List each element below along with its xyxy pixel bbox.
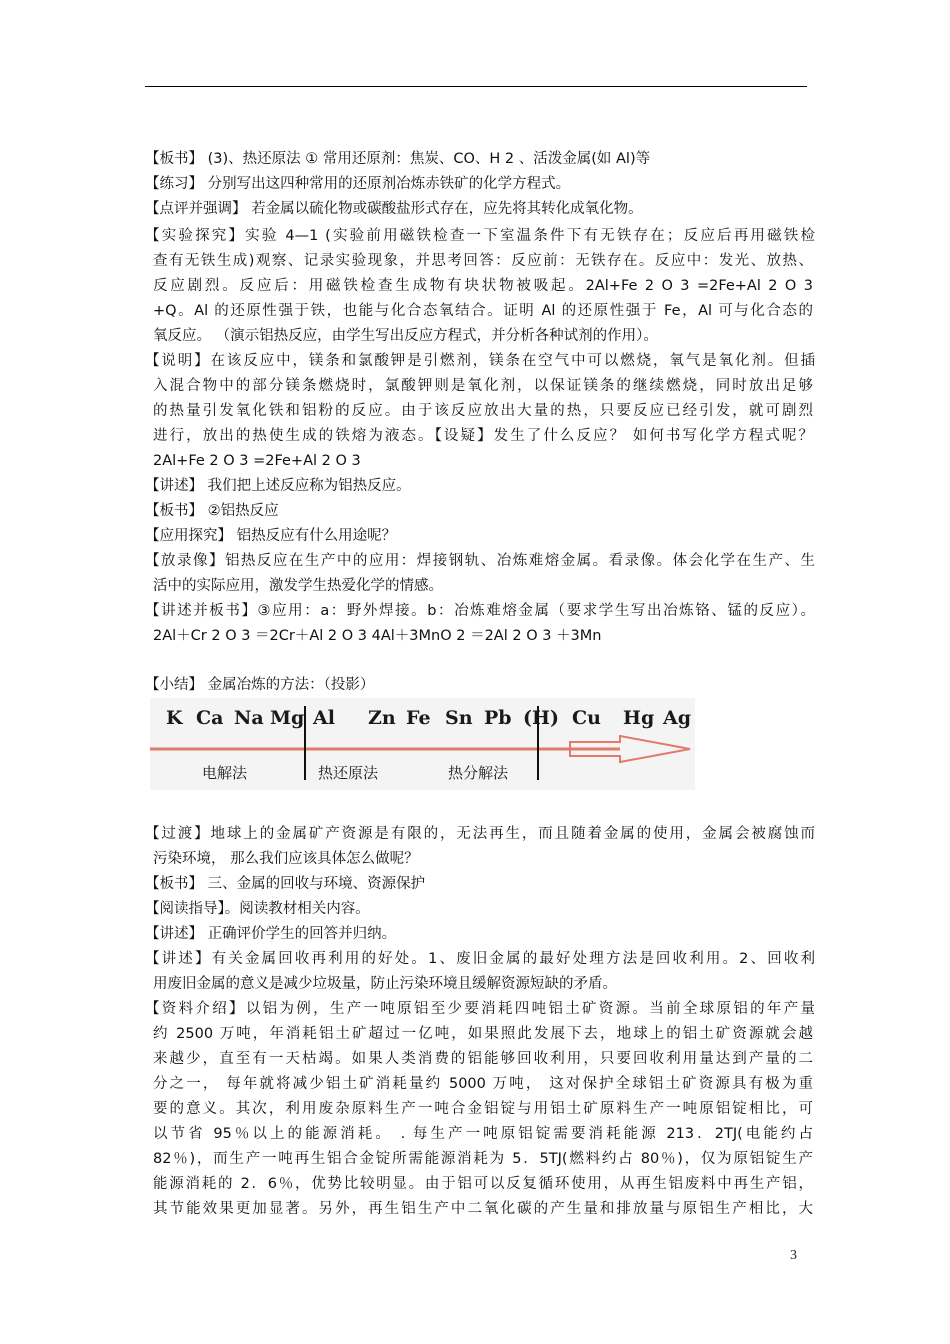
text-line: 来越少，直至有一天枯竭。如果人类消费的铝能够回收利用，只要回收利用量达到产量的二	[153, 1051, 813, 1067]
text-line: 【放录像】铝热反应在生产中的应用：焊接钢轨、冶炼难熔金属。看录像。体会化学在生产、生	[145, 553, 815, 569]
metal-symbol: Sn	[445, 707, 473, 729]
text-line: 进行，放出的热使生成的铁熔为液态。【设疑】发生了什么反应？ 如何书写化学方程式呢？	[153, 428, 813, 444]
text-line: 【讲述】有关金属回收再利用的好处。1、废旧金属的最好处理方法是回收利用。2、回收利	[145, 951, 815, 967]
method-label: 热分解法	[448, 764, 509, 782]
metal-symbol: K	[166, 707, 183, 729]
metal-symbol: Pb	[484, 707, 512, 729]
text-line: 约 2500 万吨，年消耗铝土矿超过一亿吨，如果照此发展下去，地球上的铝土矿资源就会越	[153, 1026, 813, 1042]
metal-symbol: Cu	[572, 707, 601, 729]
text-line: 【实验探究】实验 4—1 (实验前用磁铁检查一下室温条件下有无铁存在；反应后再用磁铁检	[145, 228, 815, 244]
text-line: 【应用探究】 铝热反应有什么用途呢？	[145, 528, 397, 544]
text-line: 【板书】 ②铝热反应	[145, 503, 279, 519]
text-line: 污染环境， 那么我们应该具体怎么做呢？	[153, 851, 419, 867]
metal-symbol: Hg	[623, 707, 655, 729]
text-line: 以节省 95％以上的能源消耗。 . 每生产一吨原铝锭需要消耗能源 213．2TJ(电能约占	[153, 1126, 813, 1142]
metal-symbol: Ca	[196, 707, 224, 729]
text-line: 【点评并强调】 若金属以硫化物或碳酸盐形式存在，应先将其转化成氧化物。	[145, 201, 643, 217]
text-line: 能源消耗的 2．6％，优势比较明显。由于铝可以反复循环使用，从再生铝废料中再生产铝，	[153, 1176, 813, 1192]
text-line: 2Al+Fe 2 O 3 =2Fe+Al 2 O 3	[153, 453, 361, 469]
text-line: 活中的实际应用，激发学生热爱化学的情感。	[153, 578, 443, 594]
text-line: 的热量引发氧化铁和铝粉的反应。由于该反应放出大量的热，只要反应已经引发，就可剧烈	[153, 403, 813, 419]
text-line: +Q。Al 的还原性强于铁，也能与化合态氧结合。证明 Al 的还原性强于 Fe，Al 可与化合态的	[153, 303, 813, 319]
text-line: 用废旧金属的意义是减少垃圾量，防止污染环境且缓解资源短缺的矛盾。	[153, 976, 617, 992]
metal-symbol: Mg	[270, 707, 305, 729]
page-number: 3	[790, 1248, 797, 1263]
text-line: 【讲述】 正确评价学生的回答并归纳。	[145, 926, 397, 942]
text-line: 【板书】 三、金属的回收与环境、资源保护	[145, 876, 426, 892]
text-line: 【资料介绍】以铝为例，生产一吨原铝至少要消耗四吨铝土矿资源。当前全球原铝的年产量	[145, 1001, 815, 1017]
text-line: 【小结】 金属冶炼的方法：（投影）	[145, 677, 375, 693]
method-label: 热还原法	[318, 764, 379, 782]
text-line: 反应剧烈。反应后：用磁铁检查生成物有块状物被吸起。2Al+Fe 2 O 3 =2Fe+Al 2 O 3	[153, 278, 813, 294]
text-line: 【讲述并板书】③应用：a：野外焊接。b：冶炼难熔金属（要求学生写出冶炼铬、锰的反应）。	[145, 603, 815, 619]
text-line: 【阅读指导】。阅读教材相关内容。	[145, 901, 370, 917]
text-line: 查有无铁生成)观察、记录实验现象，并思考回答：反应前：无铁存在。反应中：发光、放热、	[153, 253, 813, 269]
text-line: 【说明】在该反应中，镁条和氯酸钾是引燃剂，镁条在空气中可以燃烧，氧气是氧化剂。但插	[145, 353, 815, 369]
method-label: 电解法	[202, 764, 248, 782]
text-line: 【讲述】 我们把上述反应称为铝热反应。	[145, 478, 411, 494]
metal-symbol: Ag	[663, 707, 692, 729]
metal-symbol: Na	[234, 707, 264, 729]
text-line: 入混合物中的部分镁条燃烧时，氯酸钾则是氧化剂，以保证镁条的继续燃烧，同时放出足够	[153, 378, 813, 394]
metal-symbol: Al	[313, 707, 335, 729]
text-line: 【练习】 分别写出这四种常用的还原剂冶炼赤铁矿的化学方程式。	[145, 176, 571, 192]
text-line: 【板书】 (3)、热还原法 ① 常用还原剂：焦炭、CO、H 2 、活泼金属(如 Al)等	[145, 151, 651, 167]
metal-symbol: (H)	[523, 707, 559, 729]
metal-symbol: Fe	[406, 707, 431, 729]
metal-activity-figure	[150, 698, 695, 790]
text-line: 分之一， 每年就将减少铝土矿消耗量约 5000 万吨， 这对保护全球铝土矿资源具有极为重	[153, 1076, 813, 1092]
text-line: 【过渡】地球上的金属矿产资源是有限的，无法再生，而且随着金属的使用，金属会被腐蚀而	[145, 826, 815, 842]
header-rule	[145, 86, 807, 87]
metal-symbol: Zn	[368, 707, 396, 729]
text-line: 要的意义。其次，利用废杂原料生产一吨合金铝锭与用铝土矿原料生产一吨原铝锭相比，可	[153, 1101, 813, 1117]
text-line: 氧反应。 （演示铝热反应，由学生写出反应方程式，并分析各种试剂的作用）。	[153, 328, 658, 344]
text-line: 82％)，而生产一吨再生铝合金锭所需能源消耗为 5．5TJ(燃料约占 80％)，仅为原铝锭生产	[153, 1151, 813, 1167]
text-line: 其节能效果更加显著。另外，再生铝生产中二氧化碳的产生量和排放量与原铝生产相比，大	[153, 1201, 813, 1217]
text-line: 2Al＋Cr 2 O 3 ＝2Cr＋Al 2 O 3 4Al＋3MnO 2 ＝2Al 2 O 3 ＋3Mn	[153, 628, 602, 644]
